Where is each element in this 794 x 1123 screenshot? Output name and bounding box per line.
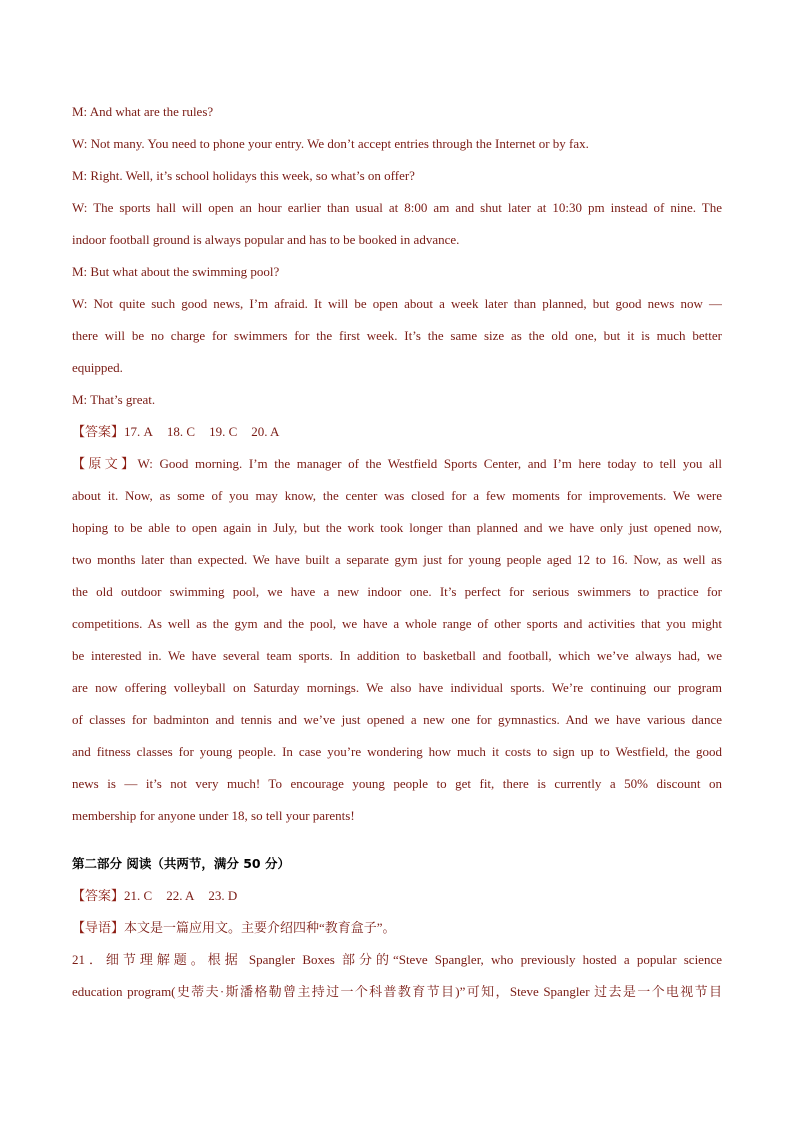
answer-item: 23. D: [208, 888, 238, 903]
original-text-line: [72, 448, 722, 480]
original-text-line: and fitness classes for young people. In case you’re wondering how much it costs to sign up to Westfield, the good: [72, 744, 722, 759]
dialogue-line: M: That’s great.: [72, 392, 156, 407]
original-text-line: membership for anyone under 18, so tell your parents!: [72, 808, 355, 823]
original-text-line: competitions. As well as the gym and the pool, we have a whole range of other sports and activities that you might: [72, 616, 722, 631]
dialogue-line: M: And what are the rules?: [72, 104, 214, 119]
section-gap: [72, 832, 722, 848]
answer-item: 19. C: [209, 424, 238, 439]
original-text-line: about it. Now, as some of you may know, the center was closed for a few moments for improvements. We were: [72, 488, 722, 503]
answer-item: 20. A: [251, 424, 280, 439]
explanation-line: 21．细节理解题。根据 Spangler Boxes 部分的“Steve Spangler, who previously hosted a popular science: [72, 952, 722, 967]
document-content: [72, 96, 722, 1008]
dialogue-line: indoor football ground is always popular and has to be booked in advance.: [72, 232, 460, 247]
dialogue-line: W: Not quite such good news, I’m afraid. It will be open about a week later than planned, but good news now —: [72, 296, 722, 311]
original-text-line: hoping to be able to open again in July, but the work took longer than planned and we have only just opened now,: [72, 520, 722, 535]
original-text-line: two months later than expected. We have built a separate gym just for young people aged 12 to 16. Now, as well as: [72, 552, 722, 567]
original-text: W: Good morning. I’m the manager of the Westfield Sports Center, and I’m here today to tell you all: [137, 456, 722, 471]
dialogue-line: equipped.: [72, 360, 123, 375]
answer-line-listening: [72, 416, 722, 448]
dialogue-line: M: Right. Well, it’s school holidays this week, so what’s on offer?: [72, 168, 415, 183]
dialogue-line: there will be no charge for swimmers for the first week. It’s the same size as the old one, but it is much better: [72, 328, 722, 343]
guide-text: 本文是一篇应用文。主要介绍四种“教育盒子”。: [124, 920, 396, 935]
original-text-line: the old outdoor swimming pool, we have a new indoor one. It’s perfect for serious swimmers to practice for: [72, 584, 722, 599]
original-text-line: of classes for badminton and tennis and we’ve just opened a new one for gymnastics. And we have various dance: [72, 712, 722, 727]
guide-line: [72, 912, 722, 944]
answer-label: 【答案】: [72, 424, 125, 439]
answer-item: 17. A: [124, 424, 153, 439]
dialogue-line: M: But what about the swimming pool?: [72, 264, 280, 279]
answer-item: 22. A: [166, 888, 195, 903]
guide-label: 【导语】: [72, 920, 125, 935]
original-label: 【原文】: [72, 456, 138, 471]
original-text-line: news is — it’s not very much! To encourage young people to get fit, there is currently a 50% discount on: [72, 776, 722, 791]
dialogue-line: W: The sports hall will open an hour earlier than usual at 8:00 am and shut later at 10:30 pm instead of nine. The: [72, 200, 722, 215]
original-text-line: be interested in. We have several team sports. In addition to basketball and football, which we’ve always had, we: [72, 648, 722, 663]
section-title: 第二部分 阅读（共两节，满分 50 分）: [72, 856, 290, 871]
answer-line-reading: [72, 880, 722, 912]
dialogue-line: W: Not many. You need to phone your entry. We don’t accept entries through the Internet or by fax.: [72, 136, 589, 151]
answer-item: 18. C: [166, 424, 196, 439]
explanation-line: education program(史蒂夫·斯潘格勒曾主持过一个科普教育节目)”可知，Steve Spangler 过去是一个电视节目: [72, 984, 722, 999]
answer-label: 【答案】: [72, 888, 125, 903]
original-text-line: are now offering volleyball on Saturday mornings. We also have individual sports. We’re continuing our program: [72, 680, 722, 695]
answer-item: 21. C: [124, 888, 153, 903]
